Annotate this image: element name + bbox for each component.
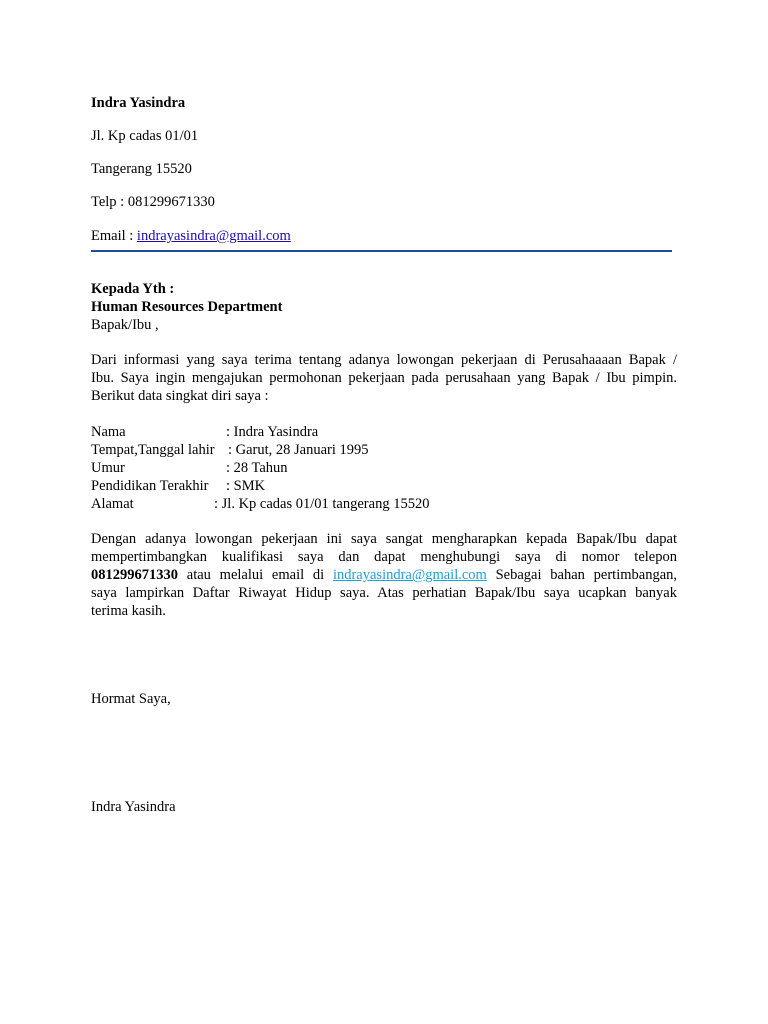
intro-line: Berikut data singkat diri saya : (91, 388, 269, 404)
bio-label-umur: Umur (91, 460, 125, 476)
bio-label-ttl: Tempat,Tanggal lahir (91, 442, 215, 458)
sender-email-link[interactable]: indrayasindra@gmail.com (136, 228, 291, 244)
bio-value-ttl: : Garut, 28 Januari 1995 (228, 442, 369, 458)
sender-address: Jl. Kp cadas 01/01 (91, 128, 199, 144)
intro-line: Ibu. Saya ingin mengajukan permohonan pekerjaan pada perusahaan yang Bapak / Ibu pimpin. (91, 370, 677, 386)
bio-value-nama: : Indra Yasindra (226, 424, 319, 440)
closing-line: Dengan adanya lowongan pekerjaan ini saya sangat mengharapkan kepada Bapak/Ibu dapat (91, 531, 677, 547)
sender-phone: Telp : 081299671330 (91, 194, 215, 210)
intro-line: Dari informasi yang saya terima tentang adanya lowongan pekerjaan di Perusahaaaan Bapak / (91, 352, 677, 368)
closing-line-contact (91, 566, 677, 584)
recipient-department: Human Resources Department (91, 299, 283, 315)
closing-phone: 081299671330 (91, 567, 178, 583)
header-divider (91, 250, 672, 252)
intro-paragraph (91, 351, 677, 405)
bio-label-alamat: Alamat (91, 496, 134, 512)
closing-line: mempertimbangkan kualifikasi saya dan dapat menghubungi saya di nomor telepon (91, 549, 677, 565)
closing-end-text: Sebagai bahan pertimbangan, (486, 567, 678, 583)
sender-city: Tangerang 15520 (91, 161, 192, 177)
bio-label-nama: Nama (91, 424, 126, 440)
closing-line: terima kasih. (91, 603, 166, 619)
signature-name: Indra Yasindra (91, 799, 176, 815)
closing-mid-text: atau melalui email di (178, 567, 333, 583)
sender-email-prefix: Email : (91, 228, 137, 244)
closing-salutation: Hormat Saya, (91, 691, 171, 707)
bio-value-umur: : 28 Tahun (226, 460, 288, 476)
sender-name: Indra Yasindra (91, 95, 186, 111)
recipient-greeting-title: Kepada Yth : (91, 281, 175, 297)
recipient-salutation: Bapak/Ibu , (91, 317, 159, 333)
closing-email-link[interactable]: indrayasindra@gmail.com (332, 567, 487, 583)
sender-email-line (91, 227, 291, 245)
closing-line: saya lampirkan Daftar Riwayat Hidup saya. Atas perhatian Bapak/Ibu saya ucapkan banyak (91, 585, 677, 601)
bio-value-pendidikan: : SMK (226, 478, 266, 494)
bio-label-pendidikan: Pendidikan Terakhir (91, 478, 209, 494)
closing-paragraph (91, 530, 677, 620)
bio-value-alamat: : Jl. Kp cadas 01/01 tangerang 15520 (214, 496, 430, 512)
